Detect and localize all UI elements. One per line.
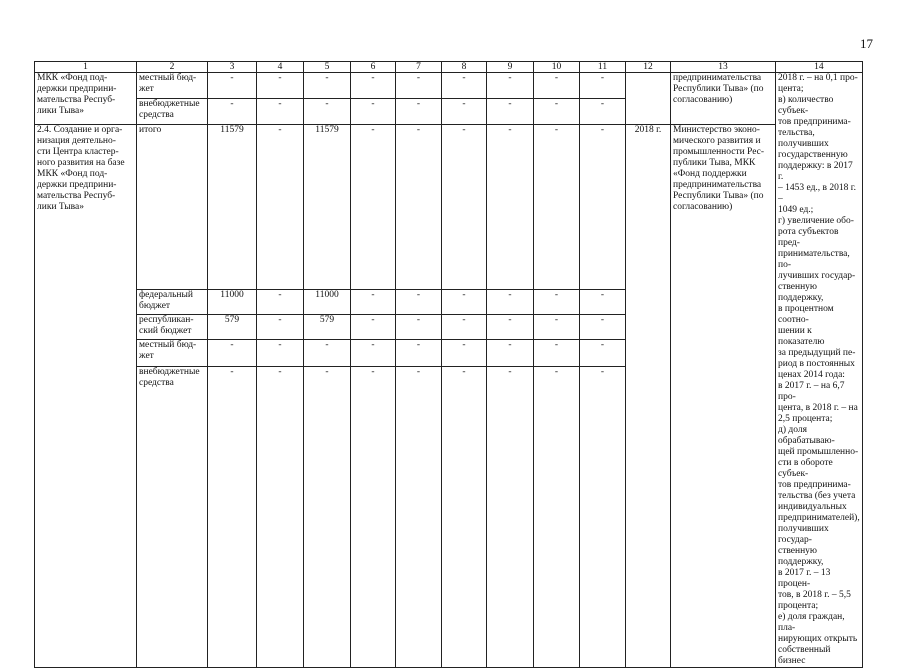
value-cell: - [580, 99, 626, 125]
value-cell: - [442, 290, 487, 315]
column-number: 14 [776, 62, 863, 73]
column-number: 4 [257, 62, 304, 73]
table-row [35, 73, 863, 99]
header-row [35, 62, 863, 73]
value-cell: - [257, 290, 304, 315]
value-cell: - [442, 340, 487, 367]
value-cell: - [580, 367, 626, 668]
results-notes: 2018 г. – на 0,1 про- цента; в) количество субъек- тов предпринима- тельства, получивших государственную поддержку: в 2017 г. – 1453 ед., в 2018 г. – 1049 ед.; г) увеличение обо- рота субъектов пред- принимательства, по- лучивших государ- ственную поддержку, в процентном соотно- шении к показателю за предыдущий пе- риод в постоянных ценах 2014 года: в 2017 г. – на 6,7 про- цента, в 2018 г. – на 2,5 процента; д) доля обрабатываю- щей промышленно- сти в обороте субъек- тов предпринима- тельства (без учета индивидуальных предпринимателей), получивших государ- ственную поддержку, в 2017 г. – 13 процен- тов, в 2018 г. – 5,5 процента; е) доля граждан, пла- нирующих открыть собственный бизнес [776, 73, 863, 668]
value-cell: - [534, 73, 580, 99]
value-cell: - [304, 367, 351, 668]
column-number: 13 [671, 62, 776, 73]
column-number: 5 [304, 62, 351, 73]
value-cell: - [442, 315, 487, 340]
value-cell: - [396, 367, 442, 668]
value-cell: - [580, 290, 626, 315]
year-cell: 2018 г. [626, 125, 671, 668]
executor: предпринимательства Республики Тыва» (по согласованию) [671, 73, 776, 125]
column-number: 9 [487, 62, 534, 73]
funding-source: внебюджетные средства [137, 367, 208, 668]
value-cell: - [208, 73, 257, 99]
funding-source: местный бюд- жет [137, 73, 208, 99]
value-cell: - [442, 367, 487, 668]
column-number: 7 [396, 62, 442, 73]
value-cell: 11579 [304, 125, 351, 290]
value-cell: - [257, 315, 304, 340]
page-number: 17 [860, 36, 873, 51]
measure-name: МКК «Фонд под- держки предприни- мательства Респуб- лики Тыва» [35, 73, 137, 125]
value-cell: - [534, 340, 580, 367]
value-cell: - [534, 99, 580, 125]
value-cell: - [442, 73, 487, 99]
value-cell: 579 [208, 315, 257, 340]
value-cell: - [534, 315, 580, 340]
value-cell: - [396, 340, 442, 367]
executor: Министерство эконо- мического развития и промышленности Рес- публики Тыва, МКК «Фонд поддержки предпринимательства Республики Тыва» (по согласованию) [671, 125, 776, 668]
funding-source: республикан- ский бюджет [137, 315, 208, 340]
value-cell: - [487, 290, 534, 315]
value-cell: - [208, 367, 257, 668]
value-cell: - [534, 367, 580, 668]
value-cell: - [351, 367, 396, 668]
value-cell: - [304, 73, 351, 99]
value-cell: - [351, 290, 396, 315]
column-number: 10 [534, 62, 580, 73]
value-cell: 11000 [304, 290, 351, 315]
value-cell: - [580, 125, 626, 290]
value-cell: 11000 [208, 290, 257, 315]
funding-source: местный бюд- жет [137, 340, 208, 367]
table-row [35, 125, 863, 290]
funding-source: итого [137, 125, 208, 290]
value-cell: - [580, 340, 626, 367]
funding-source: внебюджетные средства [137, 99, 208, 125]
value-cell: - [304, 340, 351, 367]
value-cell: - [257, 73, 304, 99]
value-cell: - [257, 125, 304, 290]
value-cell: 11579 [208, 125, 257, 290]
column-number: 11 [580, 62, 626, 73]
value-cell: - [487, 340, 534, 367]
value-cell: - [580, 315, 626, 340]
value-cell: - [208, 340, 257, 367]
column-number: 3 [208, 62, 257, 73]
value-cell: - [534, 290, 580, 315]
program-table [34, 61, 863, 668]
value-cell: - [396, 99, 442, 125]
measure-name: 2.4. Создание и орга- низация деятельно- сти Центра кластер- ного развития на базе МКК «Фонд под- держки предприни- мательства Респуб- лики Тыва» [35, 125, 137, 668]
value-cell: - [487, 99, 534, 125]
value-cell: - [304, 99, 351, 125]
value-cell: - [487, 367, 534, 668]
value-cell: - [580, 73, 626, 99]
value-cell: - [396, 290, 442, 315]
column-number: 8 [442, 62, 487, 73]
value-cell: - [487, 73, 534, 99]
column-number: 12 [626, 62, 671, 73]
value-cell: - [442, 99, 487, 125]
value-cell: - [442, 125, 487, 290]
value-cell: - [534, 125, 580, 290]
column-number: 2 [137, 62, 208, 73]
column-number: 6 [351, 62, 396, 73]
value-cell: - [257, 340, 304, 367]
value-cell: - [351, 315, 396, 340]
year-cell [626, 73, 671, 125]
funding-source: федеральный бюджет [137, 290, 208, 315]
value-cell: - [208, 99, 257, 125]
value-cell: - [487, 125, 534, 290]
value-cell: - [351, 340, 396, 367]
column-number: 1 [35, 62, 137, 73]
value-cell: - [396, 73, 442, 99]
value-cell: - [487, 315, 534, 340]
value-cell: - [257, 99, 304, 125]
value-cell: - [396, 125, 442, 290]
value-cell: 579 [304, 315, 351, 340]
value-cell: - [396, 315, 442, 340]
value-cell: - [351, 125, 396, 290]
value-cell: - [351, 73, 396, 99]
value-cell: - [257, 367, 304, 668]
value-cell: - [351, 99, 396, 125]
